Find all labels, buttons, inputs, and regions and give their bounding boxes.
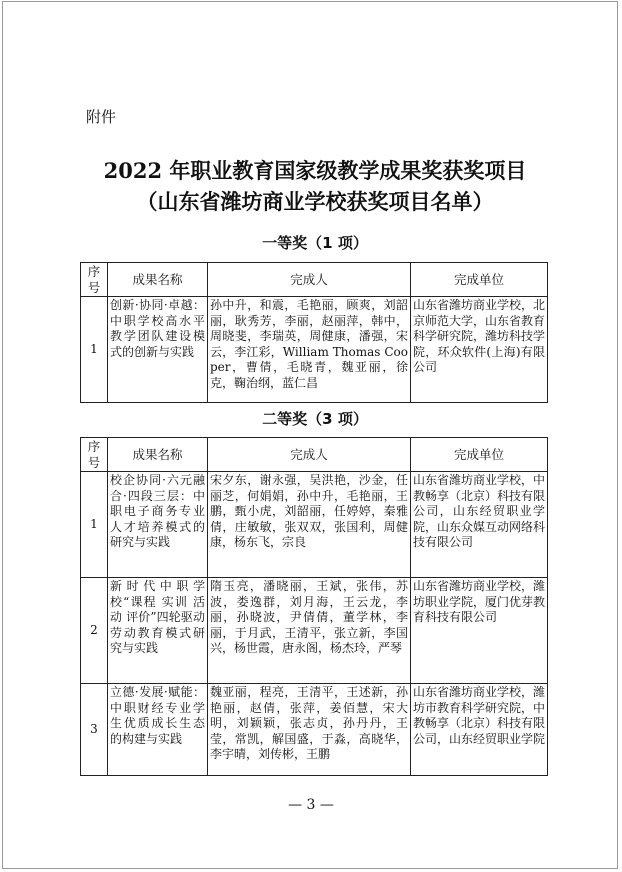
table-header-row <box>81 438 548 472</box>
project-name: 新时代中职学校“课程 实训 活动 评价”四轮驱动劳动教育模式研究与实践 <box>108 578 208 684</box>
table-row <box>81 578 548 684</box>
project-name: 立德·发展·赋能：中职财经专业学生优质成长生态的构建与实践 <box>108 684 208 776</box>
project-people: 隋玉亮，潘晓丽，王斌，张伟，苏波，娄逸群，刘月海，王云龙，李丽，孙晓波，尹倩倩，董学林，李丽，于月武，王清平，张立新，李国兴，杨世霞，唐永阁，杨杰玲，严琴 <box>208 578 411 684</box>
first-prize-heading: 一等奖（1 项） <box>262 234 368 252</box>
project-units: 山东省潍坊商业学校，北京师范大学，山东省教育科学研究院，潍坊科技学院，环众软件(上海)有限公司 <box>411 297 548 403</box>
header-units: 完成单位 <box>411 438 548 472</box>
second-prize-table <box>80 437 548 776</box>
second-prize-heading: 二等奖（3 项） <box>262 410 368 428</box>
table-header-row <box>81 263 548 297</box>
table-row <box>81 472 548 578</box>
header-name: 成果名称 <box>108 438 208 472</box>
project-people: 孙中升，和震，毛艳丽，顾爽，刘韶丽，耿秀芳，李丽，赵丽萍，韩中，周晓斐，李瑞英，周健康，潘强，宋云，李江彩，William Thomas Cooper，曹倩，毛晓青，魏亚丽，徐克，鞠治纲，蓝仁昌 <box>208 297 411 403</box>
document-title: 2022 年职业教育国家级教学成果奖获奖项目 <box>103 158 527 183</box>
project-units: 山东省潍坊商业学校，潍坊职业学院，厦门优芽教育科技有限公司 <box>411 578 548 684</box>
header-no: 序号 <box>81 438 108 472</box>
project-people: 魏亚丽，程亮，王清平，王述新，孙艳丽，赵倩，张萍，姜佰慧，宋大明，刘颖颖，张志贞，孙丹丹，王莹，常凯，解国盛，于淼，高晓华，李宇晴，刘传彬，王鹏 <box>208 684 411 776</box>
header-no: 序号 <box>81 263 108 297</box>
attachment-label: 附件 <box>86 108 117 126</box>
header-name: 成果名称 <box>108 263 208 297</box>
header-units: 完成单位 <box>411 263 548 297</box>
project-name: 创新·协同·卓越：中职学校高水平教学团队建设模式的创新与实践 <box>108 297 208 403</box>
project-units: 山东省潍坊商业学校，潍坊市教育科学研究院，中教畅享（北京）科技有限公司，山东经贸职业学院 <box>411 684 548 776</box>
row-number: 2 <box>81 578 108 684</box>
page-number: — 3 — <box>288 797 334 813</box>
row-number: 1 <box>81 472 108 578</box>
header-people: 完成人 <box>208 438 411 472</box>
row-number: 3 <box>81 684 108 776</box>
row-number: 1 <box>81 297 108 403</box>
project-people: 宋夕东，谢永强，吴洪艳，沙金，任丽芝，何娟娟，孙中升，毛艳丽，王鹏，甄小虎，刘韶丽，任婷婷，秦雅倩，庄敏敏，张双双，张国利，周健康，杨东飞，宗良 <box>208 472 411 578</box>
project-units: 山东省潍坊商业学校，中教畅享（北京）科技有限公司，山东经贸职业学院，山东众媒互动网络科技有限公司 <box>411 472 548 578</box>
project-name: 校企协同·六元融合·四段三层：中职电子商务专业人才培养模式的研究与实践 <box>108 472 208 578</box>
table-row <box>81 684 548 776</box>
header-people: 完成人 <box>208 263 411 297</box>
table-row <box>81 297 548 403</box>
first-prize-table <box>80 262 548 403</box>
document-subtitle: （山东省潍坊商业学校获奖项目名单） <box>136 189 494 214</box>
